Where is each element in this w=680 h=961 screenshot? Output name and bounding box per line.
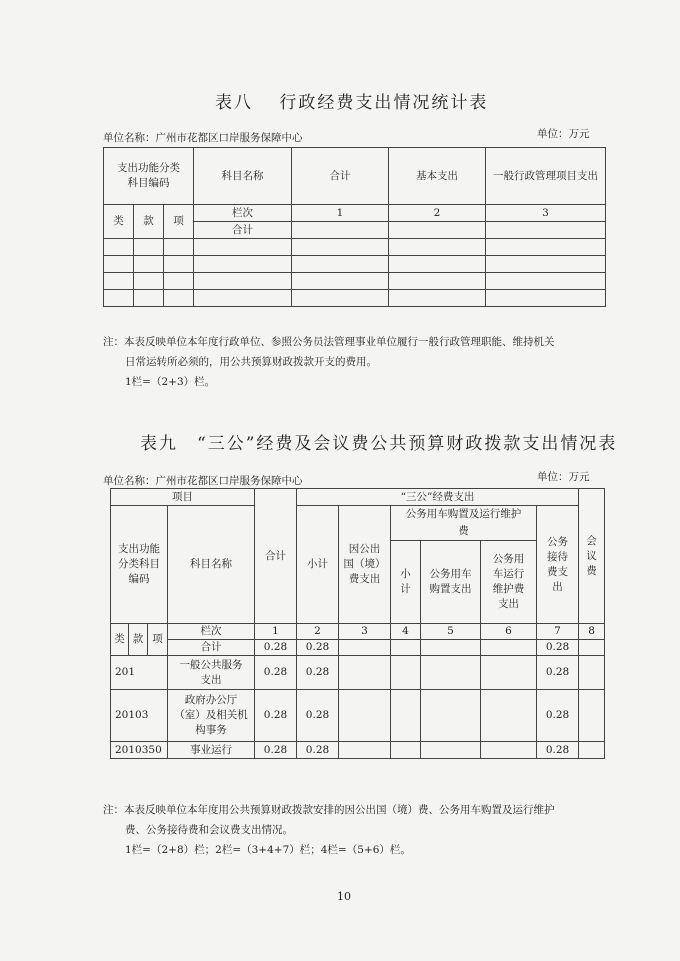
table9-lanci: 栏次 bbox=[168, 624, 255, 640]
table9-title: 表九 “三公”经费及会议费公共预算财政拨款支出情况表 bbox=[140, 434, 618, 454]
table8 bbox=[103, 147, 606, 307]
table8-header-basic: 基本支出 bbox=[389, 148, 486, 205]
table8-lanci: 栏次 bbox=[194, 205, 292, 222]
table9-col-number: 4 bbox=[391, 624, 421, 640]
table9-col-number: 2 bbox=[297, 624, 339, 640]
table8-note-line: 1栏=（2+3）栏。 bbox=[125, 376, 216, 388]
table9-header-subject: 科目名称 bbox=[168, 506, 255, 624]
table9-header-sangong: “三公”经费支出 bbox=[297, 489, 579, 506]
table8-header-total: 合计 bbox=[292, 148, 389, 205]
row-total: 0.28 bbox=[255, 690, 297, 742]
table8-note bbox=[103, 332, 613, 392]
table8-cell bbox=[486, 222, 606, 239]
row-subtotal: 0.28 bbox=[297, 742, 339, 759]
table9-header-car: 公务用车购置及运行维护 费 bbox=[391, 506, 537, 541]
table9-header-car-purchase: 公务用车 购置支出 bbox=[421, 541, 481, 624]
table8-note-line: 注：本表反映单位本年度行政单位、参照公务员法管理事业单位履行一般行政管理职能、维持机关 bbox=[103, 336, 555, 348]
row-total: 0.28 bbox=[255, 742, 297, 759]
row-name: 事业运行 bbox=[168, 742, 255, 759]
table8-cell bbox=[389, 222, 486, 239]
page-number: 10 bbox=[337, 890, 351, 903]
table9-header-lei: 类 bbox=[111, 624, 129, 656]
table9-col-number: 1 bbox=[255, 624, 297, 640]
table9-col-number: 3 bbox=[339, 624, 391, 640]
row-name: 政府办公厅 （室）及相关机 构事务 bbox=[168, 690, 255, 742]
table9-header-car-subtotal: 小 计 bbox=[391, 541, 421, 624]
table8-unit: 单位：万元 bbox=[537, 128, 590, 140]
table9-total-value: 0.28 bbox=[255, 640, 297, 656]
table8-header-general: 一般行政管理项目支出 bbox=[486, 148, 606, 205]
table8-header-xiang: 项 bbox=[164, 205, 194, 239]
table9-unit-name: 单位名称：广州市花都区口岸服务保障中心 bbox=[103, 475, 303, 487]
table9-note-line: 1栏=（2+8）栏；2栏=（3+4+7）栏；4栏=（5+6）栏。 bbox=[125, 844, 411, 856]
table-row bbox=[111, 742, 605, 759]
table8-note-line: 日常运转所必须的，用公共预算财政拨款开支的费用。 bbox=[125, 356, 377, 368]
row-reception: 0.28 bbox=[537, 656, 579, 690]
table9-col-number: 6 bbox=[481, 624, 537, 640]
table9-note-line: 注：本表反映单位本年度用公共预算财政拨款安排的因公出国（境）费、公务用车购置及运行维护 bbox=[103, 804, 555, 816]
table9-header-func-code: 支出功能 分类科目 编码 bbox=[111, 506, 168, 624]
table8-col-number: 2 bbox=[389, 205, 486, 222]
row-code: 2010350 bbox=[111, 742, 168, 759]
row-subtotal: 0.28 bbox=[297, 656, 339, 690]
table9-header-abroad: 因公出 国（境） 费支出 bbox=[339, 506, 391, 624]
row-code: 20103 bbox=[111, 690, 168, 742]
table9-header-meeting: 会 议 费 bbox=[579, 489, 605, 624]
table8-header-kuan: 款 bbox=[134, 205, 164, 239]
row-subtotal: 0.28 bbox=[297, 690, 339, 742]
row-code: 201 bbox=[111, 656, 168, 690]
table9-header-car-operation: 公务用 车运行 维护费 支出 bbox=[481, 541, 537, 624]
table9-header-item: 项目 bbox=[111, 489, 255, 506]
table9-total-subtotal: 0.28 bbox=[297, 640, 339, 656]
table8-title: 表八 行政经费支出情况统计表 bbox=[215, 93, 489, 113]
table8-header-subject: 科目名称 bbox=[194, 148, 292, 205]
table8-row bbox=[104, 256, 606, 273]
table9-note bbox=[103, 800, 613, 860]
table9-note-line: 费、公务接待费和会议费支出情况。 bbox=[125, 824, 293, 836]
row-reception: 0.28 bbox=[537, 742, 579, 759]
table9-total-reception: 0.28 bbox=[537, 640, 579, 656]
table9-header-total: 合计 bbox=[255, 489, 297, 624]
table8-col-number: 3 bbox=[486, 205, 606, 222]
table9-heji: 合计 bbox=[168, 640, 255, 656]
table-row bbox=[111, 690, 605, 742]
table8-row bbox=[104, 239, 606, 256]
table9-total-row bbox=[111, 640, 605, 656]
table9 bbox=[110, 488, 605, 759]
table9-header-reception: 公务 接待 费支 出 bbox=[537, 506, 579, 624]
table9-header-subtotal: 小计 bbox=[297, 506, 339, 624]
table9-col-number: 8 bbox=[579, 624, 605, 640]
table9-header-kuan: 款 bbox=[129, 624, 148, 656]
table-row bbox=[111, 656, 605, 690]
table9-col-number: 5 bbox=[421, 624, 481, 640]
table9-unit: 单位：万元 bbox=[537, 471, 590, 483]
table8-cell bbox=[292, 222, 389, 239]
table8-heji: 合计 bbox=[194, 222, 292, 239]
row-reception: 0.28 bbox=[537, 690, 579, 742]
table8-header-lei: 类 bbox=[104, 205, 134, 239]
table8-row bbox=[104, 290, 606, 307]
table8-row bbox=[104, 273, 606, 290]
table8-header-func-code: 支出功能分类 科目编码 bbox=[104, 148, 194, 205]
table9-col-number: 7 bbox=[537, 624, 579, 640]
table9-header-xiang: 项 bbox=[148, 624, 168, 656]
table8-unit-name: 单位名称：广州市花都区口岸服务保障中心 bbox=[103, 132, 303, 144]
table8-col-number: 1 bbox=[292, 205, 389, 222]
row-name: 一般公共服务 支出 bbox=[168, 656, 255, 690]
row-total: 0.28 bbox=[255, 656, 297, 690]
